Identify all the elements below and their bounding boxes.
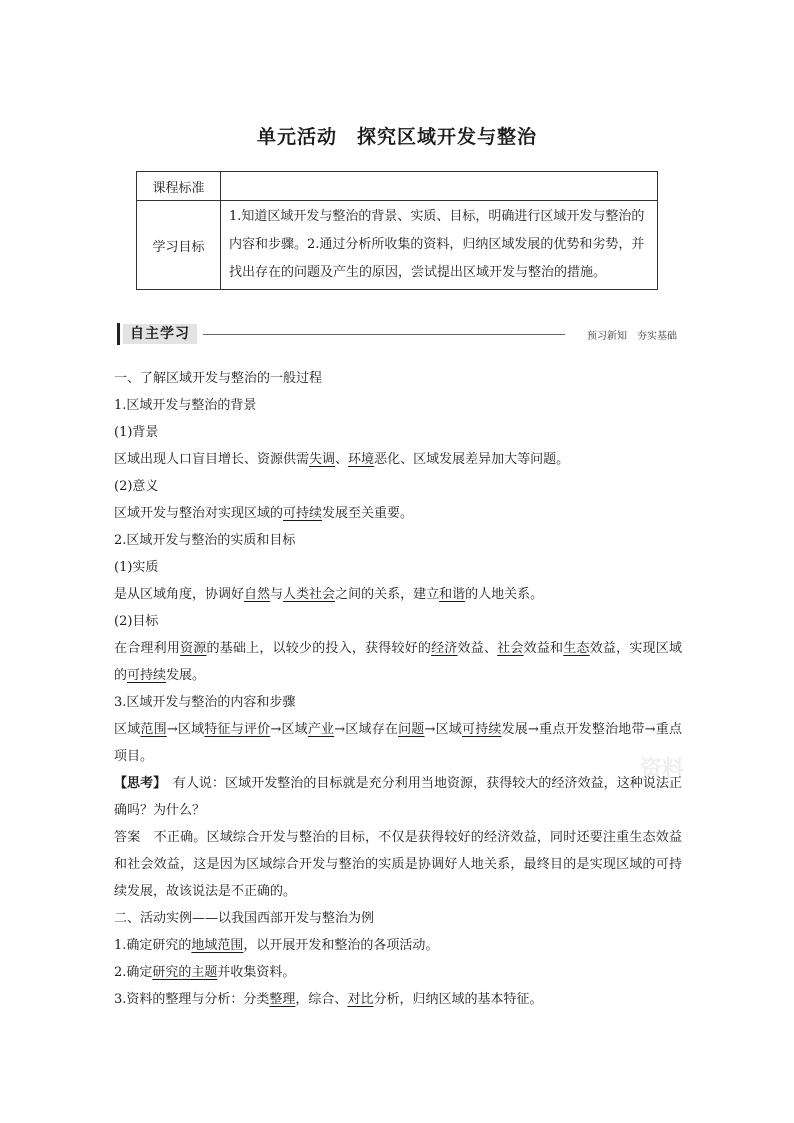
subheading: (2)意义	[114, 479, 159, 494]
answer-text: 不正确。区域综合开发与整治的目标，不仅是获得较好的经济效益，同时还要注重生态效益和社会效益，这是因为区域综合开发与整治的实质是协调好人地关系，最终目的是实现区域的可持续发展，故该说法是不正确的。	[114, 830, 682, 899]
text: 与	[270, 587, 284, 602]
table-cell-content	[221, 172, 658, 201]
text: 发展。	[166, 668, 206, 683]
underlined-term: 问题	[398, 722, 425, 737]
text: 的基础上，以较少的投入，获得较好的	[206, 641, 432, 656]
section-marker-bar	[117, 323, 120, 345]
subheading: (1)背景	[114, 425, 159, 440]
underlined-term: 和谐	[439, 587, 466, 602]
text: 、	[335, 452, 349, 467]
text: 2.确定	[114, 965, 153, 980]
paragraph	[114, 500, 682, 527]
section-label: 自主学习	[123, 324, 197, 344]
underlined-term: 地域范围	[191, 938, 244, 953]
text: 并收集资料。	[217, 965, 296, 980]
subheading: (2)目标	[114, 614, 159, 629]
text: 的人地关系。	[465, 587, 544, 602]
text: 效益和	[523, 641, 564, 656]
underlined-term: 人类社会	[283, 587, 336, 602]
paragraph	[114, 635, 682, 689]
underlined-term: 可持续	[283, 506, 323, 521]
text: 区域	[114, 722, 141, 737]
table-cell-content: 1.知道区域开发与整治的背景、实质、目标，明确进行区域开发与整治的内容和步骤。2.通过分析所收集的资料，归纳区域发展的优势和劣势，并找出存在的问题及产生的原因，尝试提出区域开发与整治的措施。	[221, 201, 658, 290]
subheading: (1)实质	[114, 560, 159, 575]
list-item	[114, 932, 682, 959]
text: ，以开展开发和整治的各项活动。	[243, 938, 439, 953]
paragraph	[114, 581, 682, 608]
table-cell-label: 学习目标	[137, 201, 221, 290]
main-content	[114, 365, 685, 1013]
underlined-term: 资源	[180, 641, 207, 656]
text: 在合理利用	[114, 641, 181, 656]
text: 之间的关系，建立	[335, 587, 440, 602]
text: 是从区域角度，协调好	[114, 587, 245, 602]
underlined-term: 对比	[347, 992, 374, 1007]
list-item	[114, 959, 682, 986]
table-row	[137, 172, 658, 201]
text: 发展至关重要。	[322, 506, 414, 521]
underlined-term: 产业	[307, 722, 335, 737]
subheading: 2.区域开发与整治的实质和目标	[114, 533, 296, 548]
text: →区域	[166, 722, 205, 737]
text: 恶化、区域发展差异加大等问题。	[374, 452, 570, 467]
underlined-term: 整理	[269, 992, 296, 1007]
standards-table	[136, 171, 658, 290]
underlined-term: 可持续	[462, 722, 502, 737]
think-text: 有人说：区域开发整治的目标就是充分利用当地资源，获得较大的经济效益，这种说法正确吗？为什么？	[114, 776, 682, 818]
underlined-term: 可持续	[127, 668, 167, 683]
text: 3.资料的整理与分析：分类	[114, 992, 270, 1007]
text: ，综合、	[295, 992, 348, 1007]
text: 效益，实现区域的	[114, 641, 682, 683]
table-row	[137, 201, 658, 290]
text: 区域出现人口盲目增长、资源供需	[114, 452, 310, 467]
paragraph	[114, 716, 682, 770]
think-paragraph	[114, 770, 682, 824]
section-subtitle: 预习新知 夯实基础	[587, 331, 677, 342]
text: →区域	[424, 722, 463, 737]
heading-1: 一、了解区域开发与整治的一般过程	[114, 371, 323, 386]
underlined-term: 生态	[563, 641, 590, 656]
underlined-term: 环境	[348, 452, 375, 467]
underlined-term: 范围	[140, 722, 167, 737]
underlined-term: 研究的主题	[152, 965, 218, 980]
underlined-term: 失调	[309, 452, 336, 467]
subheading: 1.区域开发与整治的背景	[114, 398, 257, 413]
underlined-term: 自然	[244, 587, 271, 602]
table-cell-label: 课程标准	[137, 172, 221, 201]
section-header	[117, 322, 677, 348]
list-item	[114, 986, 682, 1013]
watermark: 资料	[640, 757, 685, 782]
underlined-term: 特征与评价	[204, 722, 271, 737]
underlined-term: 经济	[431, 641, 458, 656]
think-label: 【思考】	[114, 776, 160, 791]
text: →区域	[270, 722, 308, 737]
underlined-term: 社会	[497, 641, 524, 656]
text: 发展→重点开发整治地带→重点项目。	[114, 722, 682, 764]
text: 区域开发与整治对实现区域的	[114, 506, 284, 521]
section-divider-line	[203, 334, 565, 335]
answer-paragraph	[114, 824, 682, 905]
text: 分析，归纳区域的基本特征。	[373, 992, 543, 1007]
subheading: 3.区域开发与整治的内容和步骤	[114, 695, 296, 710]
answer-label: 答案	[114, 830, 141, 845]
paragraph	[114, 446, 682, 473]
text: 1.确定研究的	[114, 938, 192, 953]
page-title: 单元活动 探究区域开发与整治	[256, 126, 537, 148]
text: →区域存在	[334, 722, 399, 737]
text: 效益、	[457, 641, 498, 656]
heading-2: 二、活动实例——以我国西部开发与整治为例	[114, 911, 375, 926]
